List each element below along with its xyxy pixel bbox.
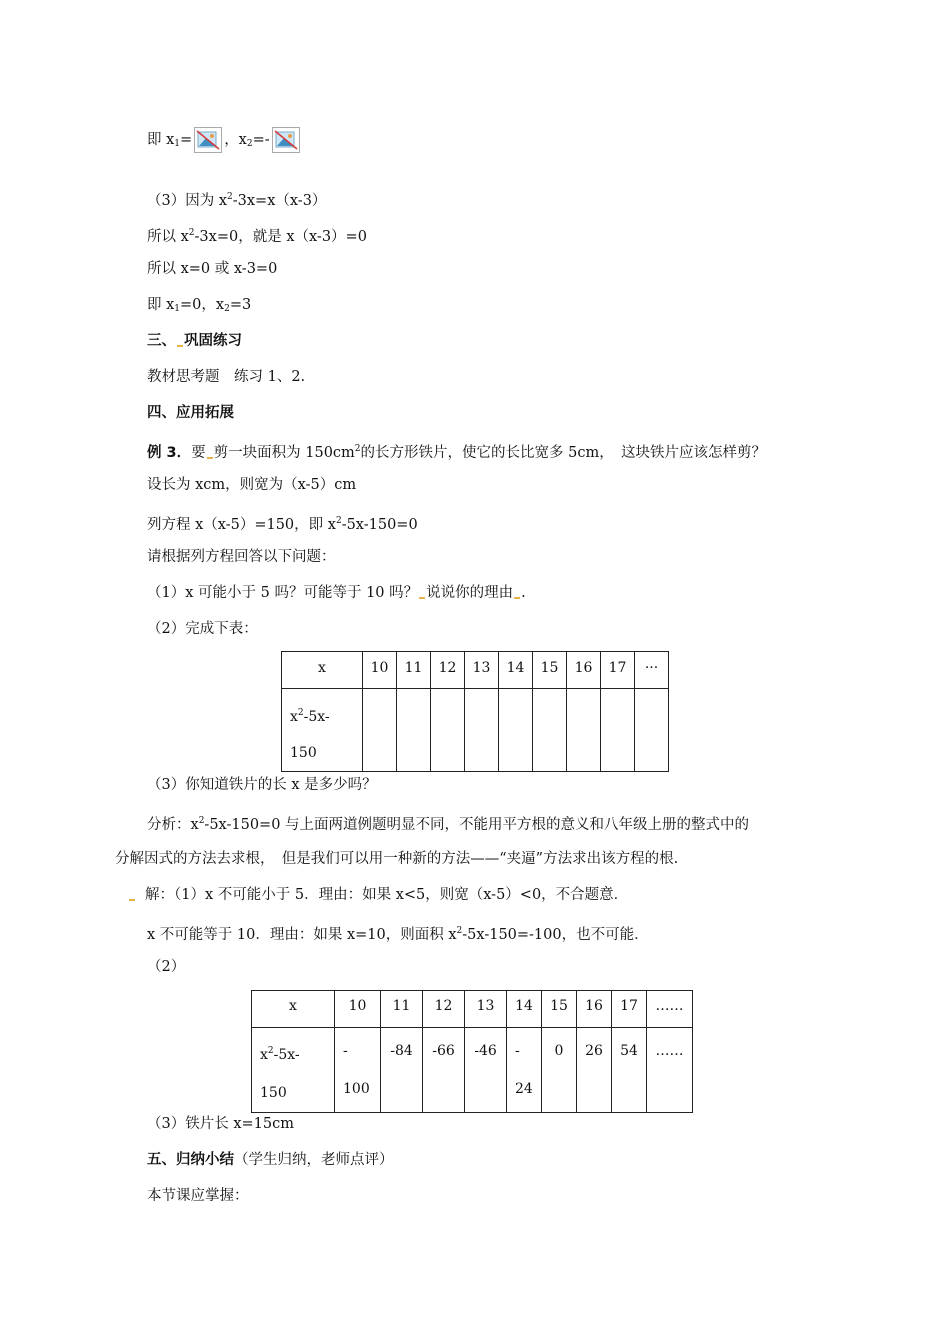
table-header-cell: 12 — [431, 652, 465, 689]
edit-mark — [177, 345, 183, 347]
section3-body: 教材思考题 练习 1、2. — [147, 369, 306, 385]
table-cell: -46 — [465, 1028, 507, 1113]
table-header-cell: 13 — [465, 652, 499, 689]
table-cell — [601, 689, 635, 772]
section4-title: 四、应用拓展 — [147, 405, 234, 421]
example3: 例 3．要 剪一块面积为 $150cm^2$的长方形铁片，使它的长比宽多 5cm， 这块铁片应该怎样剪？ — [147, 444, 766, 461]
table-cell: -84 — [381, 1028, 423, 1113]
table-header-cell: 17 — [612, 991, 647, 1028]
p3-line4: 即 $x_1=0$，$x_2=3$ — [147, 297, 252, 314]
p3-line1: （3）因为 $x^2-3x=x(x-3)$ — [147, 192, 327, 209]
table-row-label: $x^2-5x-$ 150 — [282, 689, 363, 772]
table-cell — [397, 689, 431, 772]
question3: （3）你知道铁片的长 x 是多少吗？ — [147, 777, 377, 793]
table-cell: - 24 — [507, 1028, 542, 1113]
section5-body: 本节课应掌握： — [147, 1188, 249, 1204]
table-header-cell: ··· — [635, 652, 669, 689]
section3-title: 三、 巩固练习 — [147, 333, 242, 349]
broken-image-icon — [272, 127, 300, 153]
setup-line1: 设长为 xcm，则宽为（x-5）cm — [147, 477, 357, 493]
p3-line3: 所以 x=0 或 x-3=0 — [147, 261, 278, 277]
blank-table — [281, 651, 669, 772]
table-header-cell: 17 — [601, 652, 635, 689]
table-header-cell: 15 — [542, 991, 577, 1028]
solution-line3: （2） — [147, 959, 186, 975]
broken-image-icon — [194, 127, 222, 153]
table-cell: - 100 — [335, 1028, 381, 1113]
table-cell: -66 — [423, 1028, 465, 1113]
table-cell — [499, 689, 533, 772]
table-cell: 0 — [542, 1028, 577, 1113]
table-cell — [567, 689, 601, 772]
roots-line: 即 $x_1=$ ，$x_2=-$ — [147, 127, 302, 154]
table-header-cell: 15 — [533, 652, 567, 689]
analysis-line1: 分析：$x^2-5x-150=0$ 与上面两道例题明显不同，不能用平方根的意义和八年级上册的整式中的 — [147, 816, 750, 833]
p3-line2: 所以 $x^2-3x=0$，就是 x（x-3）=0 — [147, 228, 367, 245]
table-cell: …… — [647, 1028, 693, 1113]
table-cell — [635, 689, 669, 772]
table-header-cell: 16 — [577, 991, 612, 1028]
table-cell — [431, 689, 465, 772]
table-header-cell: 16 — [567, 652, 601, 689]
edit-mark — [514, 597, 520, 599]
edit-mark — [419, 597, 425, 599]
section5-title: 五、归纳小结（学生归纳，老师点评） — [147, 1152, 394, 1168]
solution-line2: x 不可能等于 10．理由：如果 x=10，则面积 $x^2-5x-150=-100$，也不可能． — [147, 926, 649, 943]
question1: （1）x 可能小于 5 吗？可能等于 10 吗？ 说说你的理由 . — [147, 585, 526, 601]
table-cell — [363, 689, 397, 772]
table-header-cell: 10 — [335, 991, 381, 1028]
setup-line2: 列方程 x（x-5）=150，即 $x^2-5x-150=0$ — [147, 516, 418, 533]
edit-mark — [207, 457, 213, 459]
question2: （2）完成下表： — [147, 621, 258, 637]
analysis-line2: 分解因式的方法去求根， 但是我们可以用一种新的方法——“夹逼”方法求出该方程的根. — [115, 851, 679, 867]
table-header-cell: 12 — [423, 991, 465, 1028]
setup-line3: 请根据列方程回答以下问题： — [147, 549, 336, 565]
table-header-cell: 13 — [465, 991, 507, 1028]
table-cell: 26 — [577, 1028, 612, 1113]
table-header-cell: 11 — [397, 652, 431, 689]
table-header-label: x — [282, 652, 363, 689]
table-cell — [533, 689, 567, 772]
table-header-cell: 10 — [363, 652, 397, 689]
filled-table — [251, 990, 693, 1113]
table-header-cell: …… — [647, 991, 693, 1028]
solution-line1: 解：（1）x 不可能小于 5．理由：如果 x<5，则宽（x-5）<0，不合题意． — [128, 885, 628, 905]
solution-line4: （3）铁片长 x=15cm — [147, 1116, 294, 1132]
table-header-cell: 14 — [507, 991, 542, 1028]
table-row-label: $x^2-5x-$ 150 — [252, 1028, 335, 1113]
table-cell: 54 — [612, 1028, 647, 1113]
table-cell — [465, 689, 499, 772]
table-header-cell: 14 — [499, 652, 533, 689]
edit-mark — [129, 899, 135, 901]
table-header-label: x — [252, 991, 335, 1028]
table-header-cell: 11 — [381, 991, 423, 1028]
